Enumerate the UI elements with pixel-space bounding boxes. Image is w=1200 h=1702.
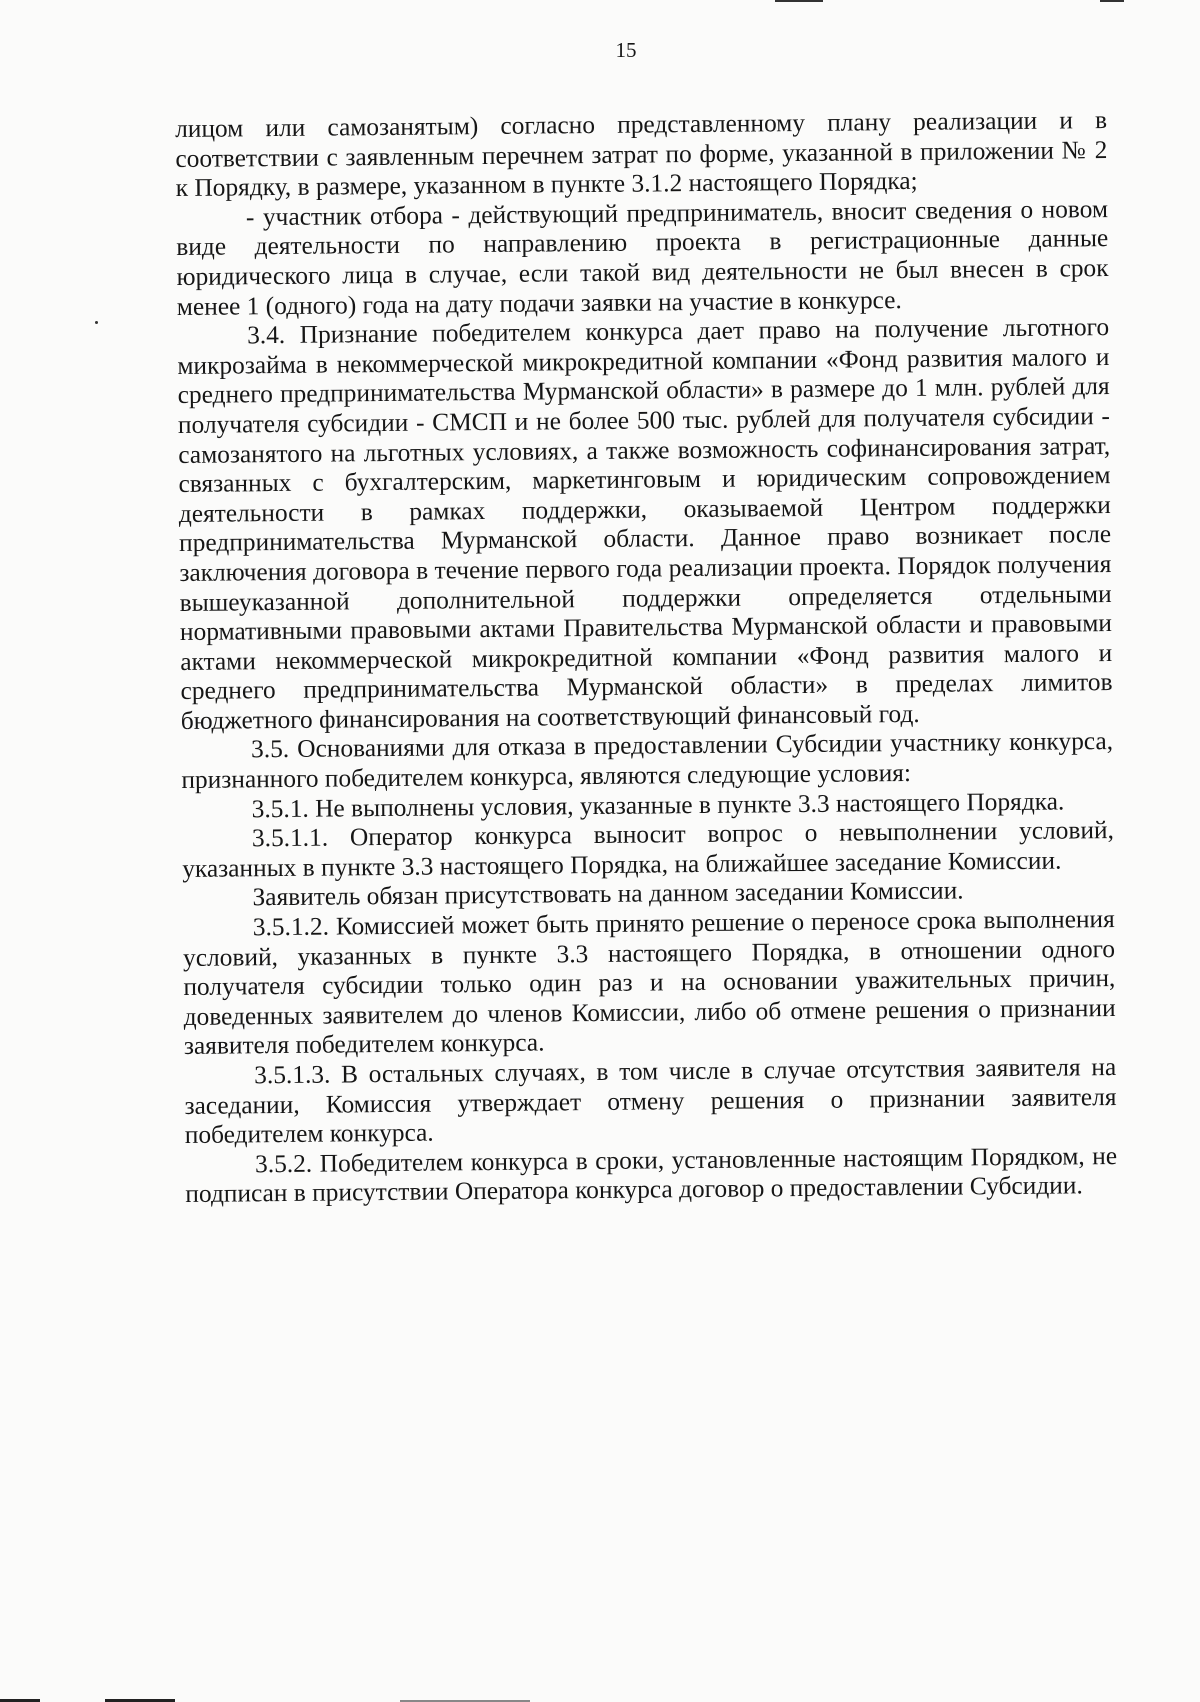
paragraph-continuation: лицом или самозанятым) согласно представленному плану реализации и в соответствии с заявленным перечнем затрат по форме, указанной в приложении № 2 к Порядку, в размере, указанном в пункте 3.1.2 настоящего Порядка; [175,106,1108,203]
page-number: 15 [615,38,637,62]
paragraph-3-5-1: 3.5.1. Не выполнены условия, указанные в пункте 3.3 настоящего Порядка. [251,787,1065,823]
paragraph-3-5: 3.5. Основаниями для отказа в предоставлении Субсидии участнику конкурса, признанного победителем конкурса, являются следующие условия: [181,727,1114,795]
paragraph-3-5-2: 3.5.2. Победителем конкурса в сроки, установленные настоящим Порядком, не подписан в присутствии Оператора конкурса договор о предоставлении Субсидии. [185,1141,1118,1209]
paragraph-participant-condition: - участник отбора - действующий предприниматель, вносит сведения о новом виде деятельности по направлению проекта в регистрационные данные юридического лица в случае, если такой вид деятельности не был внесен в срок менее 1 (одного) года на дату подачи заявки на участие в конкурсе. [176,194,1109,321]
scan-bottom-edge [0,1696,1200,1702]
paragraph-3-5-1-1: 3.5.1.1. Оператор конкурса выносит вопрос о невыполнении условий, указанных в пункте 3.3 настоящего Порядка, на ближайшее заседание Комиссии. [182,816,1115,883]
scan-edge-mark [775,0,823,2]
paragraph-3-4: 3.4. Признание победителем конкурса дает право на получение льготного микрозайма в некоммерческой микрокредитной компании «Фонд развития малого и среднего предпринимательства Мурманской области» в размере до 1 млн. рублей для получателя субсидии - СМСП и не более 500 тыс. рублей для получателя субсидии - самозанятого на льготных условиях, а также возможность софинансирования затрат, связанных с бухгалтерским, маркетинговым и юридическим сопровождением деятельности в рамках поддержки, оказываемой Центром поддержки предпринимательства Мурманской области. Данное право возникает после заключения договора в течение первого года реализации проекта. Порядок получения вышеуказанной дополнительной поддержки определяется отдельными нормативными правовыми актами Правительства Мурманской области и правовыми актами некоммерческой микрокредитной компании «Фонд развития малого и среднего предпринимательства Мурманской области» в пределах лимитов бюджетного финансирования на соответствующий финансовый год. [177,313,1113,735]
scan-edge-mark [1100,0,1124,2]
paragraph-3-5-1-3: 3.5.1.3. В остальных случаях, в том числе в случае отсутствия заявителя на заседании, Комиссия утверждает отмену решения о признании заявителя победителем конкурса. [184,1053,1117,1150]
document-body [175,106,1117,1210]
margin-dot [95,321,98,324]
paragraph-3-5-1-2: 3.5.1.2. Комиссией может быть принято решение о переносе срока выполнения условий, указанных в пункте 3.3 настоящего Порядка, в отношении одного получателя субсидии только один раз и на основании уважительных причин, доведенных заявителем до членов Комиссии, либо об отмене решения о признании заявителя победителем конкурса. [182,905,1116,1061]
paragraph-applicant-attendance: Заявитель обязан присутствовать на данном заседании Комиссии. [252,876,964,912]
